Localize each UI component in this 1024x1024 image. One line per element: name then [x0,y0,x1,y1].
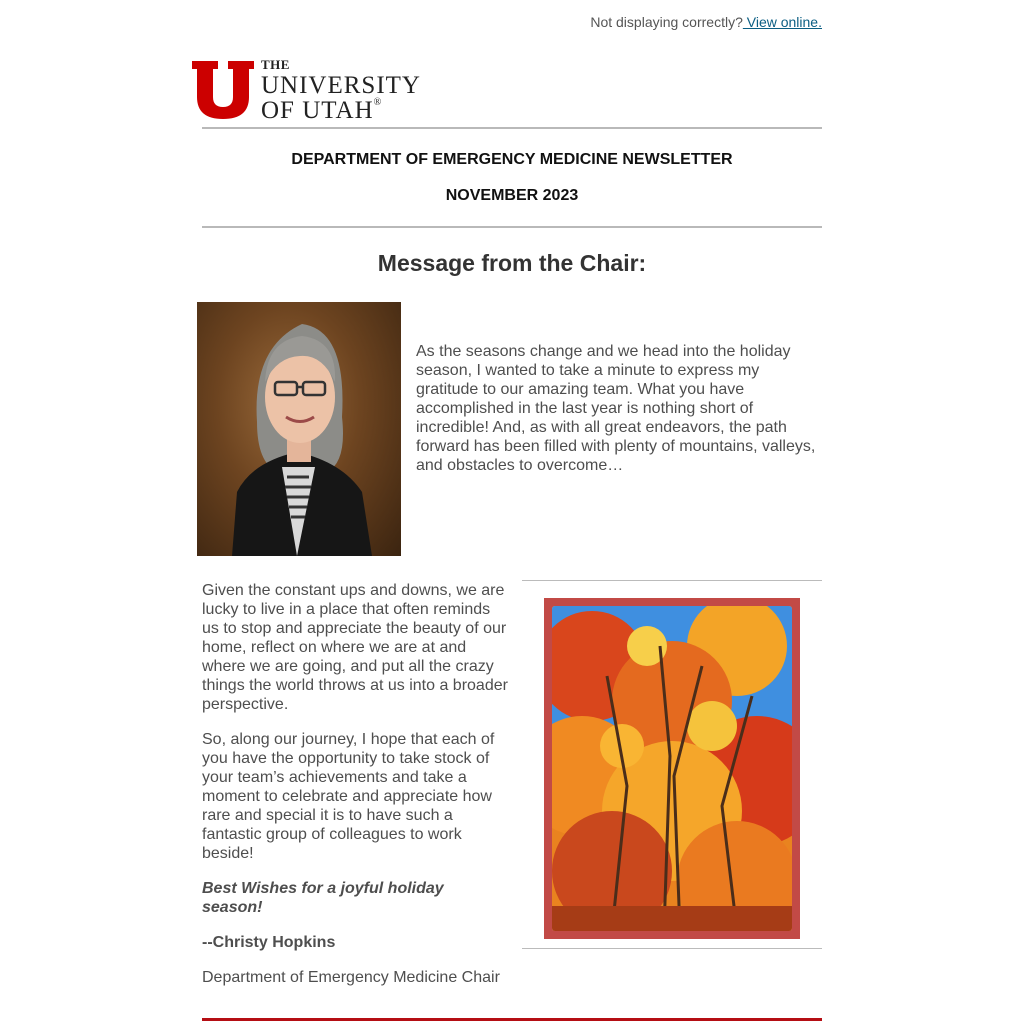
divider-header [202,226,822,228]
divider-top [202,127,822,129]
display-prompt: Not displaying correctly? [590,14,743,30]
autumn-illustration [552,606,792,931]
signature-name: --Christy Hopkins [202,934,336,951]
newsletter-title: DEPARTMENT OF EMERGENCY MEDICINE NEWSLETTER [291,151,733,168]
image-divider-top [522,580,822,581]
image-divider-bottom [522,948,822,949]
university-block-u-icon [192,61,254,119]
view-online-bar [202,14,822,30]
autumn-scene [552,606,792,931]
logo-line-1: UNIVERSITY [261,72,421,99]
logo-line-2 [261,98,421,123]
portrait-illustration [197,302,401,556]
holiday-wishes: Best Wishes for a joyful holiday season! [202,880,444,916]
logo-line-2-text: OF UTAH [261,97,374,124]
message-paragraph-1: Given the constant ups and downs, we are lucky to live in a place that often reminds us to stop and appreciate the beauty of our home, reflect on where we are at and where we are going, and put all the crazy things the world throws at us into a broader perspective. [202,582,508,713]
autumn-trees-image [544,598,800,939]
university-logo[interactable] [192,57,422,124]
signature-role: Department of Emergency Medicine Chair [202,969,500,986]
logo-wordmark [261,58,421,123]
registered-mark: ® [373,97,383,108]
logo-the: THE [261,57,290,72]
message-intro: As the seasons change and we head into the holiday season, I wanted to take a minute to express my gratitude to our amazing team. What you have accomplished in the last year is nothing short of incredible! And, as with all great endeavors, the path forward has been filled with plenty of mountains, valleys, and obstacles to overcome… [416,343,816,474]
newsletter-date: NOVEMBER 2023 [445,187,579,204]
divider-footer [202,1018,822,1021]
message-heading: Message from the Chair: [377,250,647,276]
chair-portrait [197,302,401,556]
message-paragraph-2: So, along our journey, I hope that each of you have the opportunity to take stock of your team’s achievements and take a moment to celebrate and appreciate how rare and special it is to have such a fantastic group of colleagues to work beside! [202,731,495,862]
view-online-link[interactable]: View online. [742,14,822,30]
message-body [202,581,508,1003]
